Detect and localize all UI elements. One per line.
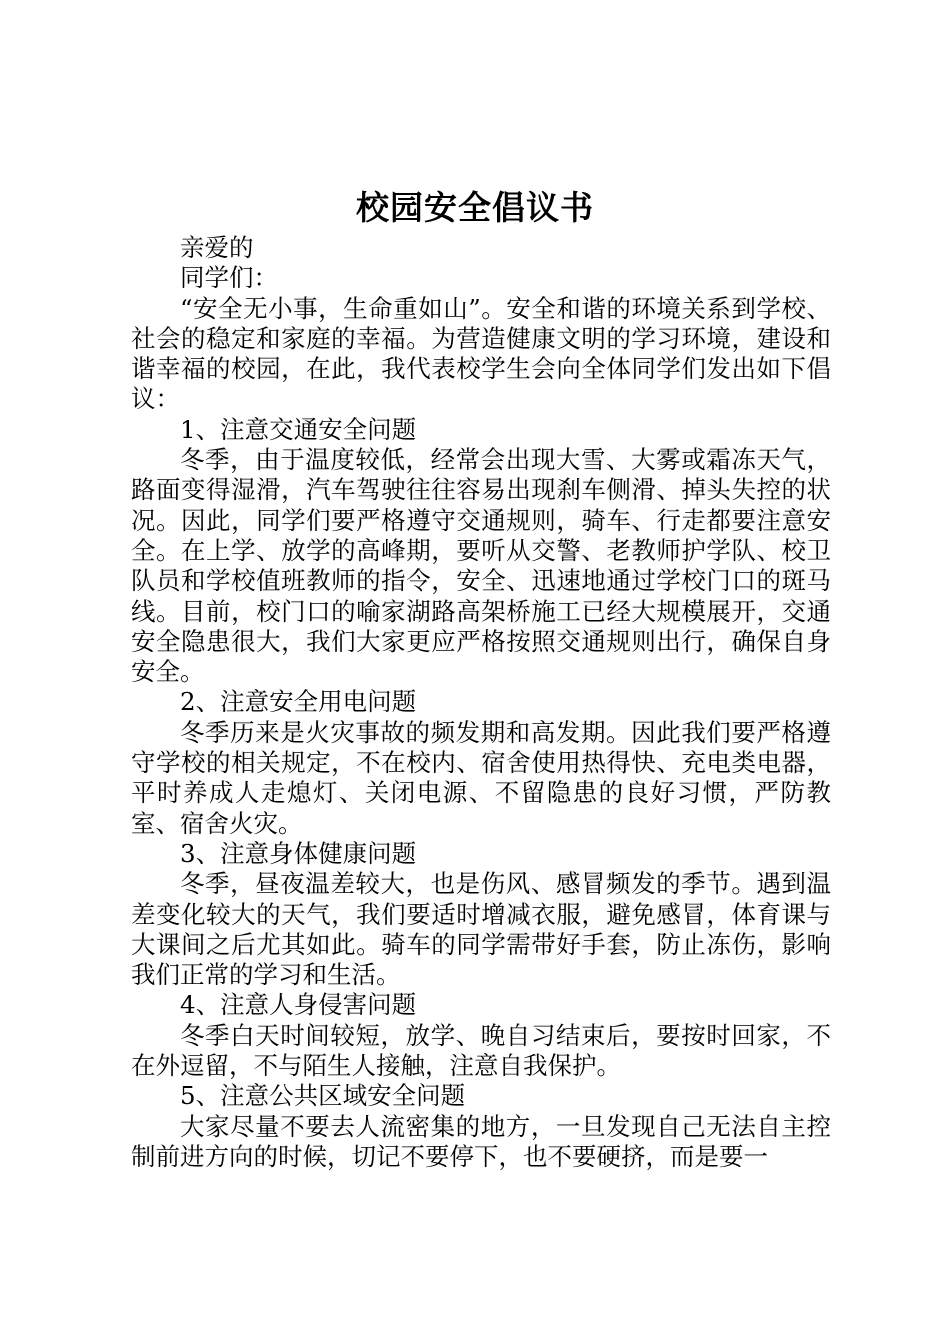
section-heading-1: 1、注意交通安全问题 [180,414,417,444]
section-paragraph-5: 大家尽量不要去人流密集的地方，一旦发现自己无法自主控制前进方向的时候，切记不要停下，也不要硬挤，而是要一 [131,1111,831,1171]
intro-paragraph: “安全无小事，生命重如山”。安全和谐的环境关系到学校、社会的稳定和家庭的幸福。为营造健康文明的学习环境，建设和谐幸福的校园，在此，我代表校学生会向全体同学们发出如下倡议： [131,293,831,414]
section-heading-4: 4、注意人身侵害问题 [180,990,417,1020]
section-heading-5: 5、注意公共区域安全问题 [180,1081,466,1111]
section-heading-3: 3、注意身体健康问题 [180,838,417,868]
document-body [131,233,831,1172]
section-paragraph-3: 冬季，昼夜温差较大，也是伤风、感冒频发的季节。遇到温差变化较大的天气，我们要适时增减衣服，避免感冒，体育课与大课间之后尤其如此。骑车的同学需带好手套，防止冻伤，影响我们正常的学习和生活。 [131,869,831,990]
document-title: 校园安全倡议书 [356,188,594,227]
salutation-line-2: 同学们： [180,263,278,293]
salutation-line-1: 亲爱的 [180,233,254,262]
section-heading-2: 2、注意安全用电问题 [180,687,417,717]
section-paragraph-4: 冬季白天时间较短，放学、晚自习结束后，要按时回家，不在外逗留，不与陌生人接触，注意自我保护。 [131,1020,831,1081]
section-paragraph-1: 冬季，由于温度较低，经常会出现大雪、大雾或霜冻天气，路面变得湿滑，汽车驾驶往往容易出现刹车侧滑、掉头失控的状况。因此，同学们要严格遵守交通规则，骑车、行走都要注意安全。在上学、放学的高峰期，要听从交警、老教师护学队、校卫队员和学校值班教师的指令，安全、迅速地通过学校门口的斑马线。目前，校门口的喻家湖路高架桥施工已经大规模展开，交通安全隐患很大，我们大家更应严格按照交通规则出行，确保自身安全。 [131,445,831,687]
section-paragraph-2: 冬季历来是火灾事故的频发期和高发期。因此我们要严格遵守学校的相关规定，不在校内、宿舍使用热得快、充电类电器，平时养成人走熄灯、关闭电源、不留隐患的良好习惯，严防教室、宿舍火灾。 [131,717,831,838]
